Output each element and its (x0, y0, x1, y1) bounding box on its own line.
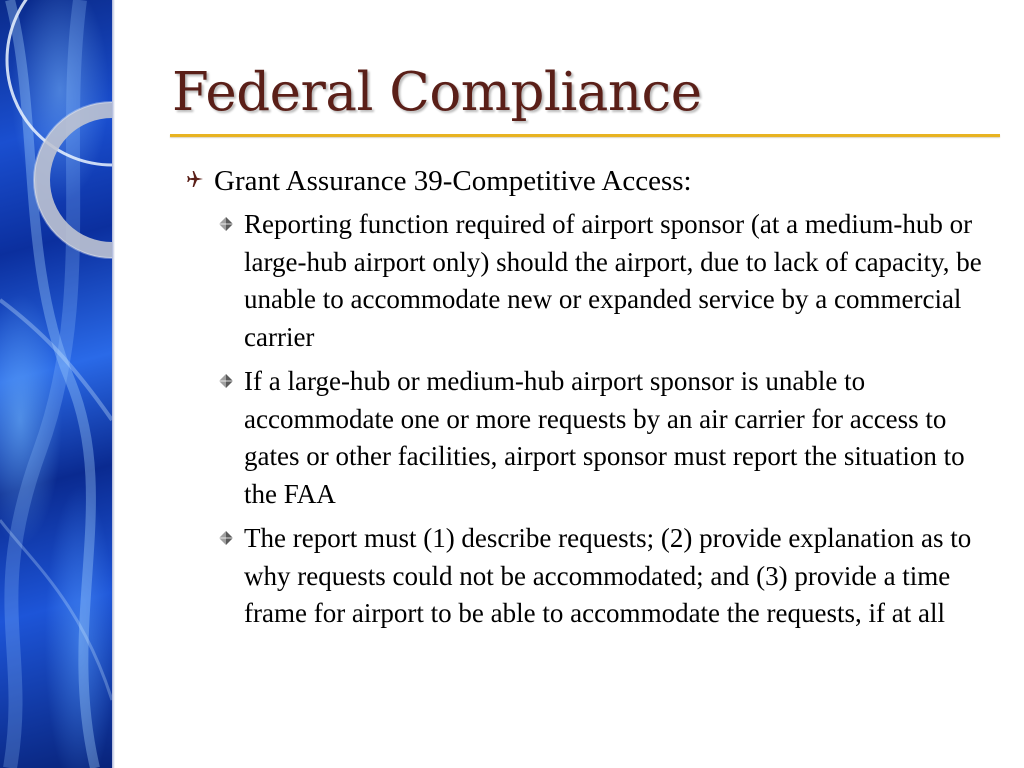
strip-edge-shadow (112, 0, 115, 768)
arrow-bullet-icon (218, 216, 234, 232)
sub-bullet-item (216, 363, 986, 513)
arrow-bullet-icon (218, 530, 234, 546)
title-underline-rule (170, 134, 1000, 137)
bullet-level1 (186, 162, 986, 200)
bullet-level1-text: Grant Assurance 39-Competitive Access: (214, 165, 692, 197)
slide-content (186, 162, 986, 640)
decorative-side-strip (0, 0, 112, 768)
sub-bullet-item (216, 520, 986, 633)
decorative-swirl-graphic (0, 0, 112, 768)
slide-title: Federal Compliance (172, 62, 702, 123)
sub-bullet-text: The report must (1) describe requests; (2) provide explanation as to why requests could not be accommodated; and (3) provide a time frame for airport to be able to accommodate the requests, if at all (244, 523, 972, 628)
sub-bullet-text: Reporting function required of airport sponsor (at a medium-hub or large-hub airport only) should the airport, due to lack of capacity, be unable to accommodate new or expanded service by a commercial carrier (244, 209, 982, 352)
sub-bullet-list (186, 206, 986, 633)
sub-bullet-text: If a large-hub or medium-hub airport sponsor is unable to accommodate one or more requests by an air carrier for access to gates or other facilities, airport sponsor must report the situation to the FAA (244, 366, 965, 509)
arrow-bullet-icon (218, 373, 234, 389)
sub-bullet-item (216, 206, 986, 356)
airplane-bullet-icon (186, 170, 204, 188)
